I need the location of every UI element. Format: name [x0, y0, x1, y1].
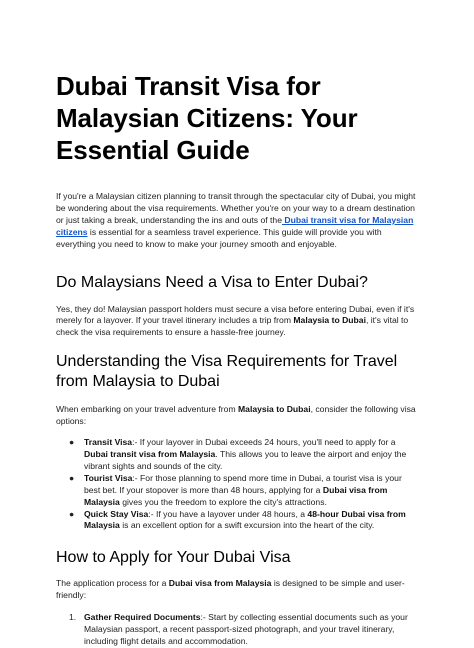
visa-option-text: is an excellent option for a swift excursion into the heart of the city. [119, 520, 375, 531]
requirements-text-after: , consider the following visa options: [56, 404, 416, 427]
need-visa-bold: Malaysia to Dubai [293, 315, 366, 326]
apply-text-before: The application process for a [56, 578, 169, 589]
need-visa-paragraph [56, 304, 418, 340]
visa-option-term: Quick Stay Visa [84, 508, 149, 519]
step-number: 1. [69, 612, 77, 623]
application-steps-list [56, 612, 418, 648]
intro-text-after: is essential for a seamless travel experience. This guide will provide you with everything you need to know to make your journey smooth and enjoyable. [56, 226, 382, 249]
visa-option-bold: 48-hour Dubai visa from Malaysia [84, 508, 406, 531]
visa-option-text: . This allows you to leave the airport and enjoy the vibrant sights and sounds of the city. [84, 448, 407, 471]
dubai-transit-visa-link[interactable]: Dubai transit visa for Malaysian citizens [56, 214, 414, 237]
list-item [56, 473, 418, 509]
visa-option-text: gives you the freedom to explore the city's attractions. [119, 496, 327, 507]
visa-option-text: :- For those planning to spend more time in Dubai, a tourist visa is your best bet. If your stopover is more than 48 hours, applying for a [84, 472, 402, 495]
requirements-bold: Malaysia to Dubai [238, 404, 311, 415]
list-item [56, 612, 418, 648]
section-heading-need-visa: Do Malaysians Need a Visa to Enter Dubai? [56, 273, 368, 291]
page-title: Dubai Transit Visa for Malaysian Citizens: Your Essential Guide [56, 71, 358, 165]
visa-option-bold: Dubai visa from Malaysia [84, 484, 388, 507]
section-heading-how-to-apply: How to Apply for Your Dubai Visa [56, 549, 291, 567]
visa-options-list [56, 437, 418, 532]
step-term: Gather Required Documents [84, 612, 201, 623]
how-to-apply-paragraph [56, 578, 418, 602]
bullet-icon: ● [69, 508, 75, 519]
visa-option-bold: Dubai transit visa from Malaysia [84, 448, 216, 459]
visa-option-term: Transit Visa [84, 437, 133, 448]
need-visa-text-after: , it's vital to check the visa requirements to ensure a hassle-free journey. [56, 315, 409, 338]
requirements-text-before: When embarking on your travel adventure from [56, 404, 238, 415]
bullet-icon: ● [69, 472, 75, 483]
visa-option-term: Tourist Visa [84, 472, 133, 483]
step-text: :- Start by collecting essential documents such as your Malaysian passport, a recent passport-sized photograph, and your travel itinerary, including flight details and accommodation. [84, 612, 408, 646]
need-visa-text-before: Yes, they do! Malaysian passport holders must secure a visa before entering Dubai, even if it's merely for a layover. If your travel itinerary includes a trip from [56, 303, 415, 326]
apply-bold: Dubai visa from Malaysia [168, 578, 272, 589]
list-item [56, 509, 418, 533]
intro-text-before: If you're a Malaysian citizen planning to transit through the spectacular city of Dubai, you might be wondering about the visa requirements. Whether you're on your way to a dream destination or just taking a break, understanding the ins and outs of the [56, 191, 416, 225]
section-heading-requirements: Understanding the Visa Requirements for Travel from Malaysia to Dubai [56, 353, 398, 391]
visa-option-text: :- If your layover in Dubai exceeds 24 hours, you'll need to apply for a [132, 437, 396, 448]
bullet-icon: ● [69, 437, 75, 448]
list-item [56, 437, 418, 473]
visa-option-text: :- If you have a layover under 48 hours, a [148, 508, 308, 519]
apply-text-after: is designed to be simple and user-friendly: [56, 578, 405, 601]
requirements-paragraph [56, 404, 418, 428]
intro-paragraph [56, 191, 418, 251]
